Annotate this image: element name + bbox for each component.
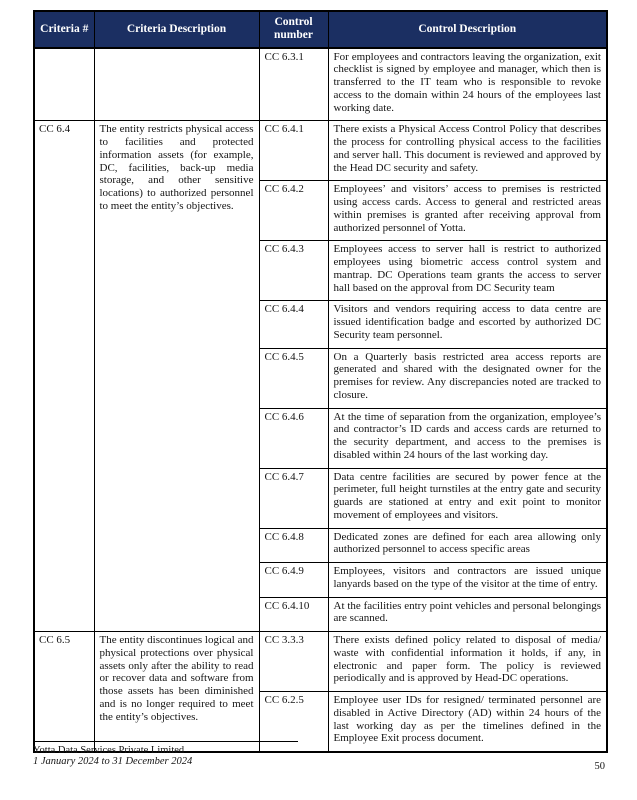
- footer-period: 1 January 2024 to 31 December 2024: [33, 756, 193, 767]
- criteria-description-cell: [94, 48, 259, 121]
- control-number-cell: CC 6.4.10: [259, 597, 328, 632]
- header-control-description: Control Description: [328, 11, 607, 48]
- control-number-cell: CC 3.3.3: [259, 632, 328, 692]
- control-number-cell: CC 6.4.4: [259, 301, 328, 348]
- table-header-row: [34, 11, 607, 48]
- control-number-cell: CC 6.4.2: [259, 181, 328, 241]
- criteria-id-cell: CC 6.5: [34, 632, 94, 753]
- criteria-id-cell: [34, 48, 94, 121]
- control-description-cell: At the facilities entry point vehicles and personal belongings are scanned.: [328, 597, 607, 632]
- control-description-cell: There exists defined policy related to disposal of media/ waste with confidential information it holds, if any, in electronic and paper form. The policy is reviewed periodically and is approved by Head-DC operations.: [328, 632, 607, 692]
- control-description-cell: On a Quarterly basis restricted area access reports are generated and shared with the designated owner for the premises for review. Any discrepancies noted are tracked to closure.: [328, 348, 607, 408]
- control-number-cell: CC 6.4.3: [259, 241, 328, 301]
- control-number-cell: CC 6.3.1: [259, 48, 328, 121]
- control-number-cell: CC 6.4.5: [259, 348, 328, 408]
- control-description-cell: There exists a Physical Access Control Policy that describes the process for controlling physical access to the facilities and server hall. This document is reviewed and approved by the Head DC security and safety.: [328, 121, 607, 181]
- criteria-description-cell: The entity discontinues logical and physical protections over physical assets only after the ability to read or recover data and software from those assets has been diminished and is no longer required to meet the entity’s objectives.: [94, 632, 259, 753]
- criteria-id-cell: CC 6.4: [34, 121, 94, 632]
- control-description-cell: For employees and contractors leaving the organization, exit checklist is signed by employee and manager, which then is transferred to the IT team who is responsible to revoke access to the domain within 24 hours of the employees last working date.: [328, 48, 607, 121]
- control-description-cell: Data centre facilities are secured by power fence at the perimeter, full height turnstiles at the entry gate and security guards are stationed at entry and exit point to monitor movement of employees and visitors.: [328, 468, 607, 528]
- table-row: [34, 121, 607, 181]
- control-description-cell: Employees’ and visitors’ access to premises is restricted using access cards. Access to general and restricted areas within premises is granted after receiving approval from authorized personnel of Yotta.: [328, 181, 607, 241]
- control-number-cell: CC 6.4.7: [259, 468, 328, 528]
- control-number-cell: CC 6.4.6: [259, 408, 328, 468]
- criteria-description-cell: The entity restricts physical access to facilities and protected information assets (for example, DC, facilities, back-up media storage, and other sensitive locations) to authorized personnel to meet the entity’s objectives.: [94, 121, 259, 632]
- footer-divider: [33, 741, 298, 742]
- control-number-cell: CC 6.4.9: [259, 563, 328, 598]
- table-body: [34, 48, 607, 753]
- header-criteria-description: Criteria Description: [94, 11, 259, 48]
- control-number-cell: CC 6.4.8: [259, 528, 328, 563]
- control-description-cell: Employees, visitors and contractors are issued unique lanyards based on the type of the visitor at the time of entry.: [328, 563, 607, 598]
- control-description-cell: Dedicated zones are defined for each area allowing only authorized personnel to access specific areas: [328, 528, 607, 563]
- control-description-cell: Employees access to server hall is restrict to authorized employees using biometric access control system and mantrap. DC Operations team grants the access to server hall based on the approval from DC Security team: [328, 241, 607, 301]
- control-number-cell: CC 6.4.1: [259, 121, 328, 181]
- header-criteria-number: Criteria #: [34, 11, 94, 48]
- table-row: [34, 632, 607, 692]
- footer-company: Yotta Data Services Private Limited: [33, 745, 185, 756]
- page-footer: [33, 741, 298, 767]
- criteria-controls-table: [33, 10, 608, 753]
- control-description-cell: Employee user IDs for resigned/ terminated personnel are disabled in Active Directory (AD) within 24 hours of the last working day as per the timelines defined in the Employee Exit process document.: [328, 692, 607, 753]
- control-description-cell: At the time of separation from the organization, employee’s and contractor’s ID cards and access cards are returned to the security department, and access to the premises is disabled within 24 hours of the last working day.: [328, 408, 607, 468]
- table-header: [34, 11, 607, 48]
- page-number: 50: [594, 761, 605, 772]
- control-description-cell: Visitors and vendors requiring access to data centre are issued identification badge and escorted by authorized DC Security team personnel.: [328, 301, 607, 348]
- table-row: [34, 48, 607, 121]
- header-control-number: Control number: [259, 11, 328, 48]
- control-number-cell: CC 6.2.5: [259, 692, 328, 753]
